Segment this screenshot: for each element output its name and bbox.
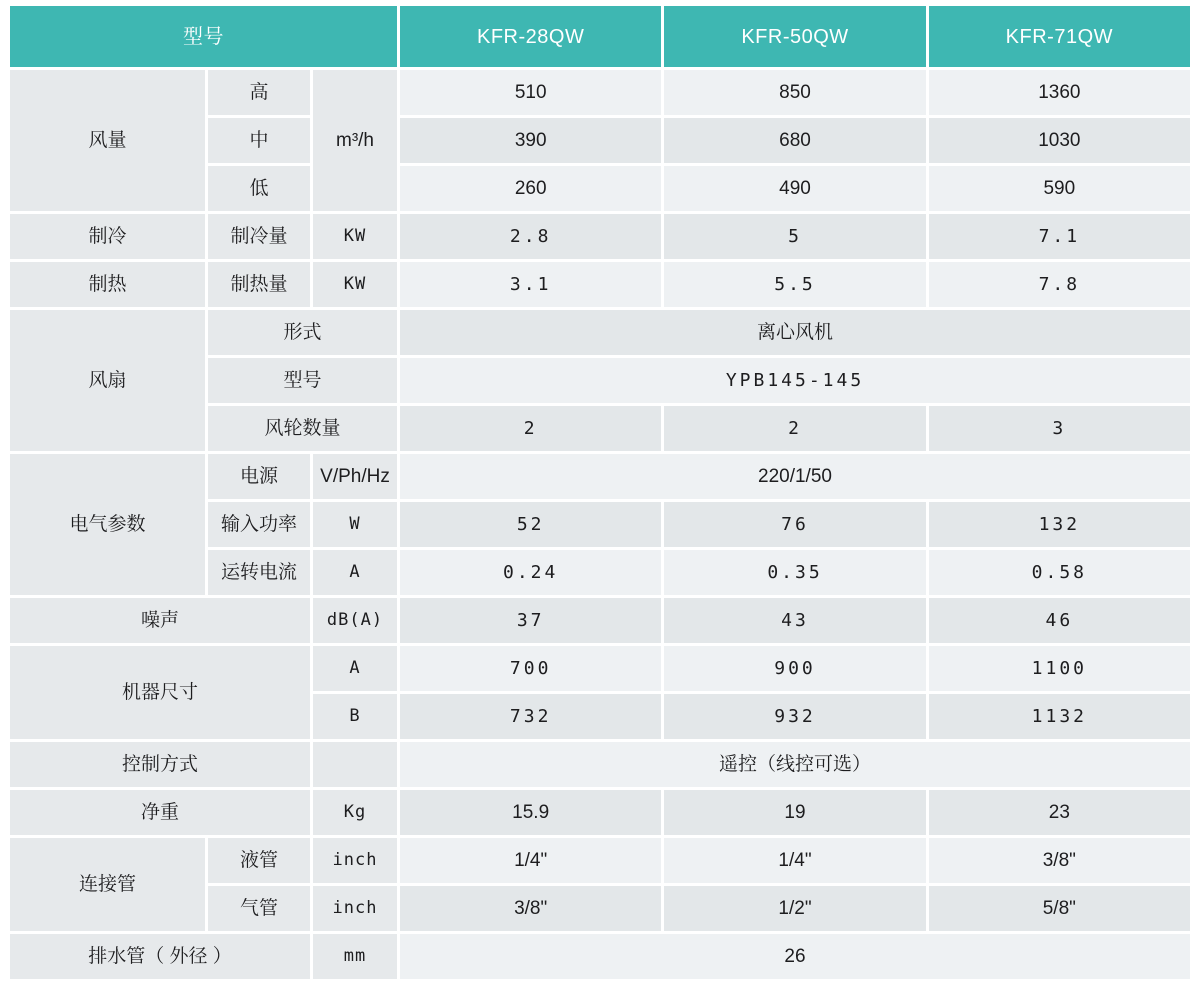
cooling-value-2: 5 — [664, 214, 925, 259]
fan-wheels-label: 风轮数量 — [208, 406, 397, 451]
net-weight-unit: Kg — [313, 790, 397, 835]
control-mode-label: 控制方式 — [10, 742, 310, 787]
running-current-value-2: 0.35 — [664, 550, 925, 595]
airflow-mid-value-3: 1030 — [929, 118, 1190, 163]
noise-value-3: 46 — [929, 598, 1190, 643]
dimension-b-value-1: 732 — [400, 694, 661, 739]
drain-pipe-unit: mm — [313, 934, 397, 979]
header-model-kfr-50qw: KFR-50QW — [664, 6, 925, 67]
fan-wheels-value-1: 2 — [400, 406, 661, 451]
dimension-b-value-2: 932 — [664, 694, 925, 739]
noise-label: 噪声 — [10, 598, 310, 643]
airflow-low-value-1: 260 — [400, 166, 661, 211]
heating-capacity-label: 制热量 — [208, 262, 310, 307]
airflow-unit: m³/h — [313, 70, 397, 211]
dimension-b-label: B — [313, 694, 397, 739]
dimension-a-value-2: 900 — [664, 646, 925, 691]
cooling-capacity-label: 制冷量 — [208, 214, 310, 259]
airflow-high-value-3: 1360 — [929, 70, 1190, 115]
dimension-a-value-3: 1100 — [929, 646, 1190, 691]
cooling-group-label: 制冷 — [10, 214, 205, 259]
gas-pipe-unit: inch — [313, 886, 397, 931]
input-power-value-3: 132 — [929, 502, 1190, 547]
header-model-label: 型号 — [10, 6, 397, 67]
input-power-label: 输入功率 — [208, 502, 310, 547]
fan-model-value: YPB145-145 — [400, 358, 1190, 403]
power-supply-label: 电源 — [208, 454, 310, 499]
drain-pipe-value: 26 — [400, 934, 1190, 979]
dimensions-group-label: 机器尺寸 — [10, 646, 310, 739]
running-current-unit: A — [313, 550, 397, 595]
header-model-kfr-28qw: KFR-28QW — [400, 6, 661, 67]
airflow-low-label: 低 — [208, 166, 310, 211]
piping-group-label: 连接管 — [10, 838, 205, 931]
control-unit-cell-empty — [313, 742, 397, 787]
fan-wheels-value-2: 2 — [664, 406, 925, 451]
running-current-value-1: 0.24 — [400, 550, 661, 595]
airflow-mid-value-1: 390 — [400, 118, 661, 163]
header-model-kfr-71qw: KFR-71QW — [929, 6, 1190, 67]
dimension-b-value-3: 1132 — [929, 694, 1190, 739]
cooling-unit: KW — [313, 214, 397, 259]
running-current-label: 运转电流 — [208, 550, 310, 595]
heating-value-3: 7.8 — [929, 262, 1190, 307]
input-power-value-1: 52 — [400, 502, 661, 547]
running-current-value-3: 0.58 — [929, 550, 1190, 595]
noise-value-2: 43 — [664, 598, 925, 643]
liquid-pipe-value-3: 3/8" — [929, 838, 1190, 883]
dimension-a-value-1: 700 — [400, 646, 661, 691]
liquid-pipe-label: 液管 — [208, 838, 310, 883]
gas-pipe-value-2: 1/2" — [664, 886, 925, 931]
airflow-low-value-3: 590 — [929, 166, 1190, 211]
liquid-pipe-value-1: 1/4" — [400, 838, 661, 883]
spec-table — [10, 6, 1190, 979]
gas-pipe-value-1: 3/8" — [400, 886, 661, 931]
electrical-group-label: 电气参数 — [10, 454, 205, 595]
noise-unit: dB(A) — [313, 598, 397, 643]
airflow-high-value-2: 850 — [664, 70, 925, 115]
airflow-mid-value-2: 680 — [664, 118, 925, 163]
gas-pipe-label: 气管 — [208, 886, 310, 931]
gas-pipe-value-3: 5/8" — [929, 886, 1190, 931]
power-supply-value: 220/1/50 — [400, 454, 1190, 499]
cooling-value-3: 7.1 — [929, 214, 1190, 259]
heating-unit: KW — [313, 262, 397, 307]
net-weight-value-1: 15.9 — [400, 790, 661, 835]
liquid-pipe-unit: inch — [313, 838, 397, 883]
liquid-pipe-value-2: 1/4" — [664, 838, 925, 883]
drain-pipe-label: 排水管（ 外径 ） — [10, 934, 310, 979]
fan-type-label: 形式 — [208, 310, 397, 355]
heating-value-2: 5.5 — [664, 262, 925, 307]
airflow-group-label: 风量 — [10, 70, 205, 211]
fan-group-label: 风扇 — [10, 310, 205, 451]
noise-value-1: 37 — [400, 598, 661, 643]
airflow-high-value-1: 510 — [400, 70, 661, 115]
fan-type-value: 离心风机 — [400, 310, 1190, 355]
fan-wheels-value-3: 3 — [929, 406, 1190, 451]
cooling-value-1: 2.8 — [400, 214, 661, 259]
heating-value-1: 3.1 — [400, 262, 661, 307]
heating-group-label: 制热 — [10, 262, 205, 307]
net-weight-value-3: 23 — [929, 790, 1190, 835]
airflow-mid-label: 中 — [208, 118, 310, 163]
input-power-unit: W — [313, 502, 397, 547]
net-weight-value-2: 19 — [664, 790, 925, 835]
net-weight-label: 净重 — [10, 790, 310, 835]
input-power-value-2: 76 — [664, 502, 925, 547]
dimension-a-label: A — [313, 646, 397, 691]
control-mode-value: 遥控（线控可选） — [400, 742, 1190, 787]
power-supply-unit: V/Ph/Hz — [313, 454, 397, 499]
airflow-high-label: 高 — [208, 70, 310, 115]
fan-model-label: 型号 — [208, 358, 397, 403]
airflow-low-value-2: 490 — [664, 166, 925, 211]
